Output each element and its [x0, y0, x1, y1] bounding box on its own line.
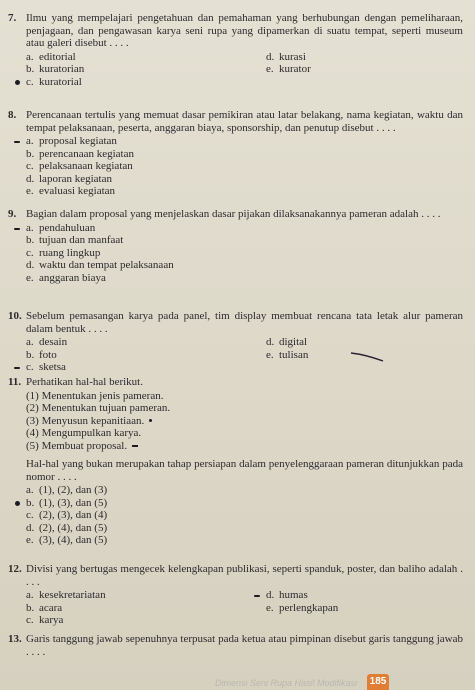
pen-stroke-mark [350, 350, 384, 362]
option-a[interactable]: a. proposal kegiatan [26, 135, 466, 148]
option-b[interactable]: b. perencanaan kegiatan [26, 147, 134, 160]
question-8 [8, 109, 463, 198]
statement-list [26, 390, 463, 453]
answer-options [26, 222, 463, 285]
pen-mark-dash [14, 367, 20, 369]
answer-options [26, 336, 463, 374]
question-text: Perhatikan hal-hal berikut. [26, 376, 143, 388]
option-d[interactable]: d. (2), (4), dan (5) [26, 521, 108, 534]
option-a[interactable]: a. pendahuluan [26, 222, 466, 235]
question-text: Garis tanggung jawab sepenuhnya terpusat pada ketua atau pimpinan disebut garis tanggung jawab . . . . [26, 633, 463, 658]
question-number: 10. [8, 310, 22, 322]
pen-mark-dot [15, 501, 20, 506]
option-b[interactable]: b. acara [26, 601, 63, 614]
question-text: Bagian dalam proposal yang menjelaskan dasar pijakan dilaksanakannya pameran adalah . . . . [26, 208, 441, 220]
question-text: Ilmu yang mempelajari pengetahuan dan pemahaman yang berhubungan dengan pemeliharaan, penjagaan, dan pengawasan karya seni rupa yang dipamerkan di suatu tempat, seperti museum atau galeri disebut . . . . [26, 12, 463, 49]
option-b[interactable]: b. kuratorian [26, 63, 85, 75]
option-a[interactable]: a. (1), (2), dan (3) [26, 484, 108, 496]
statement-item: (2) Menentukan tujuan pameran. [26, 402, 171, 414]
option-d[interactable]: d. waktu dan tempat pelaksanaan [26, 259, 174, 271]
option-d[interactable]: d. humas [266, 589, 466, 602]
page-footer [0, 670, 475, 690]
question-text: Perencanaan tertulis yang memuat dasar pemikiran atau latar belakang, nama kegiatan, waktu dan tempat pelaksanaan, peserta, anggaran biaya, sponsorship, dan penutup disebut . . . . [26, 109, 463, 134]
book-title: Dimensi Seni Rupa Hasil Modifikasi [215, 678, 358, 688]
question-number: 13. [8, 633, 22, 645]
option-d[interactable]: d. digital [266, 336, 308, 348]
option-e[interactable]: e. kurator [266, 63, 311, 75]
statement-item: (3) Menyusun kepanitiaan. [26, 415, 463, 428]
question-7 [8, 12, 463, 88]
pen-mark-dash [14, 141, 20, 143]
option-b[interactable]: b. foto [26, 348, 57, 361]
question-followup: Hal-hal yang bukan merupakan tahap persiapan dalam penyelenggaraan pameran ditunjukkan pada nomor . . . . [26, 458, 463, 483]
question-number: 11. [8, 376, 22, 388]
option-a[interactable]: a. editorial [26, 50, 76, 63]
option-a[interactable]: a. desain [26, 336, 68, 348]
question-number: 7. [8, 12, 17, 24]
question-number: 12. [8, 563, 22, 575]
option-c[interactable]: c. (2), (3), dan (4) [26, 509, 108, 521]
question-13 [8, 633, 463, 658]
option-e[interactable]: e. evaluasi kegiatan [26, 185, 116, 197]
option-c[interactable]: c. karya [26, 614, 64, 626]
statement-item: (4) Mengumpulkan karya. [26, 427, 142, 439]
question-text: Divisi yang bertugas mengecek kelengkapan publikasi, seperti spanduk, poster, dan baliho adalah . . . . [26, 563, 463, 588]
pen-mark-dot [149, 419, 152, 422]
question-9 [8, 208, 463, 284]
option-c[interactable]: c. ruang lingkup [26, 246, 101, 259]
question-10 [8, 310, 463, 374]
pen-mark-dash [14, 228, 20, 230]
answer-options [26, 484, 463, 547]
option-a[interactable]: a. kesekretariatan [26, 589, 106, 601]
answer-options [26, 589, 463, 627]
statement-item: (1) Menentukan jenis pameran. [26, 389, 164, 402]
option-e[interactable]: e. anggaran biaya [26, 271, 106, 284]
statement-item: (5) Membuat proposal. [26, 440, 463, 453]
option-c[interactable]: c. kuratorial [26, 76, 266, 89]
option-e[interactable]: e. tulisan [266, 348, 309, 361]
question-number: 8. [8, 109, 17, 121]
page-number: 185 [367, 674, 389, 690]
question-11 [8, 376, 463, 547]
option-e[interactable]: e. (3), (4), dan (5) [26, 534, 108, 546]
question-number: 9. [8, 208, 17, 220]
option-c[interactable]: c. sketsa [26, 361, 266, 374]
pen-mark-dot [15, 80, 20, 85]
option-e[interactable]: e. perlengkapan [266, 601, 339, 614]
option-b[interactable]: b. (1), (3), dan (5) [26, 497, 466, 510]
pen-mark-dash [254, 595, 260, 597]
option-b[interactable]: b. tujuan dan manfaat [26, 234, 124, 246]
answer-options [26, 135, 463, 198]
question-12 [8, 563, 463, 627]
option-d[interactable]: d. kurasi [266, 50, 306, 63]
pen-mark-dash [132, 445, 138, 447]
option-c[interactable]: c. pelaksanaan kegiatan [26, 160, 133, 172]
answer-options [26, 51, 463, 89]
question-text: Sebelum pemasangan karya pada panel, tim display membuat rencana tata letak alur pameran dalam bentuk . . . . [26, 310, 463, 335]
option-d[interactable]: d. laporan kegiatan [26, 172, 112, 185]
